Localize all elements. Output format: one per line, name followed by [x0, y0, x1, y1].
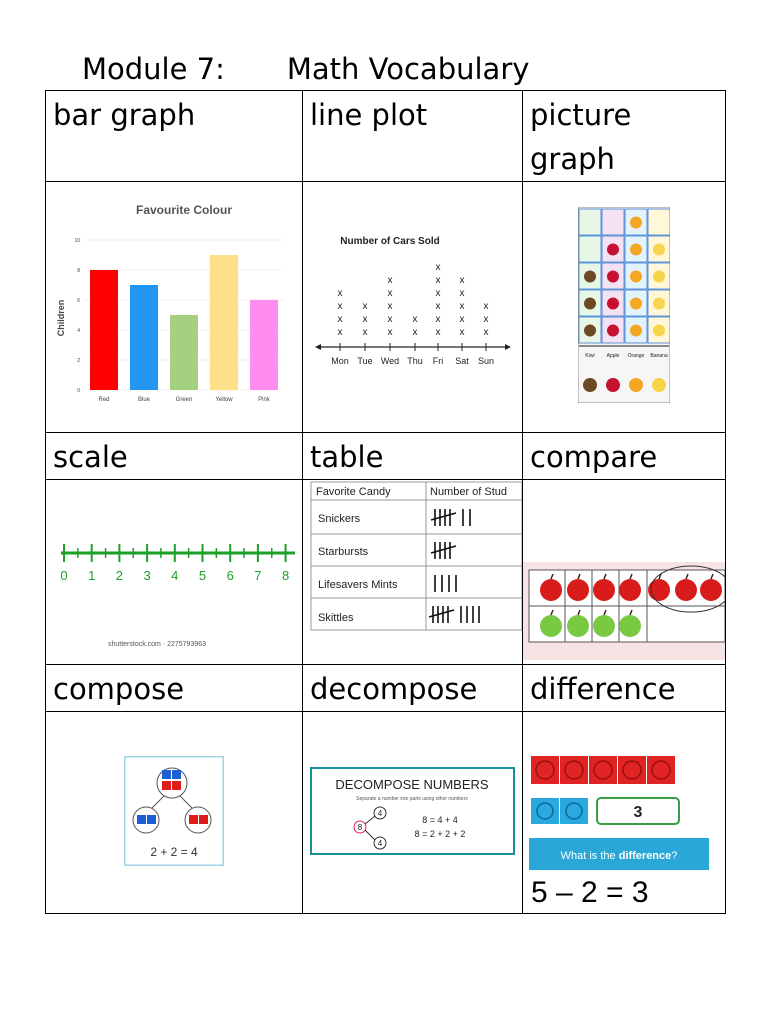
bar-chart-ylabel: Children: [56, 299, 66, 336]
scale-credit: shutterstock.com · 2275793963: [107, 640, 207, 648]
candy-table-image: [303, 480, 522, 660]
line-plot-cell: [303, 182, 523, 433]
line-plot-x-mark: x: [459, 275, 465, 286]
key-fruit-icon: [606, 378, 620, 392]
term-scale: scale: [46, 433, 303, 480]
fruit-mark: [607, 298, 619, 310]
scale-label: 1: [88, 567, 96, 583]
fruit-mark: [607, 325, 619, 337]
line-plot-x-mark: x: [387, 314, 393, 325]
line-plot-day-label: Mon: [331, 356, 349, 366]
line-plot-day-label: Wed: [380, 356, 400, 366]
line-plot-x-mark: x: [337, 288, 343, 299]
line-plot-day-label: Sun: [477, 356, 495, 366]
blue-block: [531, 798, 559, 824]
picture-graph-label: Apple: [606, 353, 620, 359]
decompose-title: DECOMPOSE NUMBERS: [335, 776, 489, 792]
term-decompose: decompose: [303, 665, 523, 712]
key-fruit-icon: [629, 378, 643, 392]
bar-graph-image: [54, 198, 294, 413]
vocabulary-grid: [45, 90, 726, 914]
fruit-mark: [607, 271, 619, 283]
line-plot-x-mark: x: [459, 314, 465, 325]
fruit-mark: [653, 244, 665, 256]
term-compose: compose: [46, 665, 303, 712]
bar-x-label: Green: [175, 396, 193, 403]
bar-green: [170, 315, 198, 390]
difference-question: What is the difference?: [560, 850, 678, 862]
line-plot-day-label: Fri: [432, 356, 444, 366]
scale-cell: [46, 480, 303, 665]
line-plot-x-mark: x: [412, 327, 418, 338]
line-plot-x-mark: x: [483, 314, 489, 325]
scale-image: [49, 483, 299, 658]
line-plot-day-label: Tue: [357, 356, 373, 366]
bar-y-tick-label: 2: [77, 357, 80, 364]
fruit-mark: [584, 325, 596, 337]
picture-graph-cell: [523, 182, 726, 433]
line-plot-x-mark: x: [459, 301, 465, 312]
table-header-candy: Favorite Candy: [316, 486, 391, 498]
compose-cubes-image: [124, 756, 224, 866]
fruit-mark: [653, 325, 665, 337]
line-plot-x-mark: x: [412, 314, 418, 325]
line-plot-x-mark: x: [337, 327, 343, 338]
fruit-mark: [584, 271, 596, 283]
scale-label: 6: [226, 567, 234, 583]
scale-label: 3: [143, 567, 151, 583]
picture-graph-cell: [579, 236, 601, 262]
page-title: [82, 52, 529, 86]
fruit-mark: [630, 217, 642, 229]
line-plot-x-mark: x: [483, 301, 489, 312]
decompose-whole: 8: [357, 822, 363, 832]
table-row-label: Lifesavers Mints: [318, 579, 398, 591]
bar-chart-title: Favourite Colour: [135, 202, 233, 217]
red-block: [589, 756, 617, 784]
line-plot-x-mark: x: [459, 288, 465, 299]
line-plot-x-mark: x: [483, 327, 489, 338]
table-row-label: Starbursts: [318, 546, 369, 558]
scale-label: 4: [171, 567, 179, 583]
bar-yellow: [210, 255, 238, 390]
difference-equation: 5 – 2 = 3: [531, 876, 649, 909]
picture-graph-cell: [579, 209, 601, 235]
line-plot-x-mark: x: [459, 327, 465, 338]
decompose-eq1: 8 = 4 + 4: [422, 814, 458, 825]
fruit-mark: [653, 298, 665, 310]
red-apple-icon: [567, 579, 589, 601]
bar-y-tick-label: 0: [77, 387, 80, 394]
line-plot-x-mark: x: [337, 301, 343, 312]
title-label: Math Vocabulary: [286, 52, 530, 86]
bar-x-label: Red: [98, 396, 110, 403]
line-plot-image: [310, 230, 515, 380]
term-bar-graph: bar graph: [46, 91, 303, 182]
decompose-numbers-image: [310, 767, 515, 855]
term-compare: compare: [523, 433, 726, 480]
line-plot-x-mark: x: [362, 301, 368, 312]
green-apple-icon: [540, 615, 562, 637]
line-plot-x-mark: x: [387, 288, 393, 299]
bar-x-label: Yellow: [215, 396, 233, 403]
module-label: Module 7:: [82, 52, 225, 86]
line-plot-x-mark: x: [362, 314, 368, 325]
term-table: table: [303, 433, 523, 480]
term-picture-graph: picture graph: [523, 91, 726, 182]
fruit-mark: [607, 244, 619, 256]
line-plot-x-mark: x: [387, 327, 393, 338]
scale-label: 0: [60, 567, 68, 583]
red-apple-icon: [540, 579, 562, 601]
scale-label: 5: [198, 567, 207, 583]
decompose-part: 4: [377, 838, 383, 848]
decompose-cell: [303, 712, 523, 914]
key-fruit-icon: [652, 378, 666, 392]
green-apple-icon: [619, 615, 641, 637]
decompose-part: 4: [377, 808, 383, 818]
picture-graph-image: [578, 207, 670, 403]
line-plot-x-mark: x: [435, 314, 441, 325]
red-apple-icon: [619, 579, 641, 601]
decompose-subtitle: Separate a number into parts using other numbers: [356, 795, 468, 802]
red-block: [618, 756, 646, 784]
bar-pink: [250, 300, 278, 390]
bar-x-label: Pink: [258, 396, 270, 403]
red-apple-icon: [593, 579, 615, 601]
red-apple-icon: [675, 579, 697, 601]
line-plot-title: Number of Cars Sold: [340, 236, 440, 247]
line-plot-x-mark: x: [435, 327, 441, 338]
difference-answer: 3: [633, 804, 643, 821]
fruit-mark: [630, 244, 642, 256]
red-block: [560, 756, 588, 784]
fruit-mark: [630, 271, 642, 283]
line-plot-day-label: Thu: [407, 356, 423, 366]
term-line-plot: line plot: [303, 91, 523, 182]
fruit-mark: [630, 325, 642, 337]
green-apple-icon: [593, 615, 615, 637]
line-plot-x-mark: x: [387, 275, 393, 286]
compose-cell: [46, 712, 303, 914]
difference-cell: [523, 712, 726, 914]
compare-apples-image: [523, 480, 725, 660]
term-difference: difference: [523, 665, 726, 712]
table-row-label: Skittles: [318, 612, 354, 624]
scale-label: 2: [115, 567, 124, 583]
fruit-mark: [653, 271, 665, 283]
green-apple-icon: [567, 615, 589, 637]
decompose-eq2: 8 = 2 + 2 + 2: [414, 828, 466, 839]
compare-cell: [523, 480, 726, 665]
table-cell: [303, 480, 523, 665]
line-plot-x-mark: x: [435, 262, 441, 273]
red-apple-icon: [700, 579, 722, 601]
compose-equation: 2 + 2 = 4: [150, 844, 198, 859]
bar-y-tick-label: 10: [74, 237, 80, 244]
line-plot-day-label: Sat: [455, 356, 469, 366]
table-header-count: Number of Stud: [430, 486, 508, 498]
picture-graph-label: Kiwi: [585, 353, 595, 359]
fruit-mark: [630, 298, 642, 310]
key-fruit-icon: [583, 378, 597, 392]
bar-x-label: Blue: [137, 396, 151, 403]
line-plot-x-mark: x: [435, 288, 441, 299]
red-block: [531, 756, 559, 784]
bar-graph-cell: [46, 182, 303, 433]
bar-y-tick-label: 8: [77, 267, 80, 274]
bar-red: [90, 270, 118, 390]
scale-label: 7: [254, 567, 262, 583]
bar-y-tick-label: 6: [77, 297, 80, 304]
bar-blue: [130, 285, 158, 390]
bar-y-tick-label: 4: [77, 327, 80, 334]
picture-graph-cell: [648, 209, 670, 235]
table-row-label: Snickers: [318, 513, 361, 525]
difference-image: [529, 754, 709, 874]
picture-graph-label: Banana: [650, 353, 668, 359]
picture-graph-cell: [602, 209, 624, 235]
scale-label: 8: [281, 567, 290, 583]
red-block: [647, 756, 675, 784]
picture-graph-label: Orange: [627, 353, 645, 359]
line-plot-x-mark: x: [387, 301, 393, 312]
fruit-mark: [584, 298, 596, 310]
line-plot-x-mark: x: [337, 314, 343, 325]
line-plot-x-mark: x: [435, 275, 441, 286]
blue-block: [560, 798, 588, 824]
line-plot-x-mark: x: [435, 301, 441, 312]
line-plot-x-mark: x: [362, 327, 368, 338]
